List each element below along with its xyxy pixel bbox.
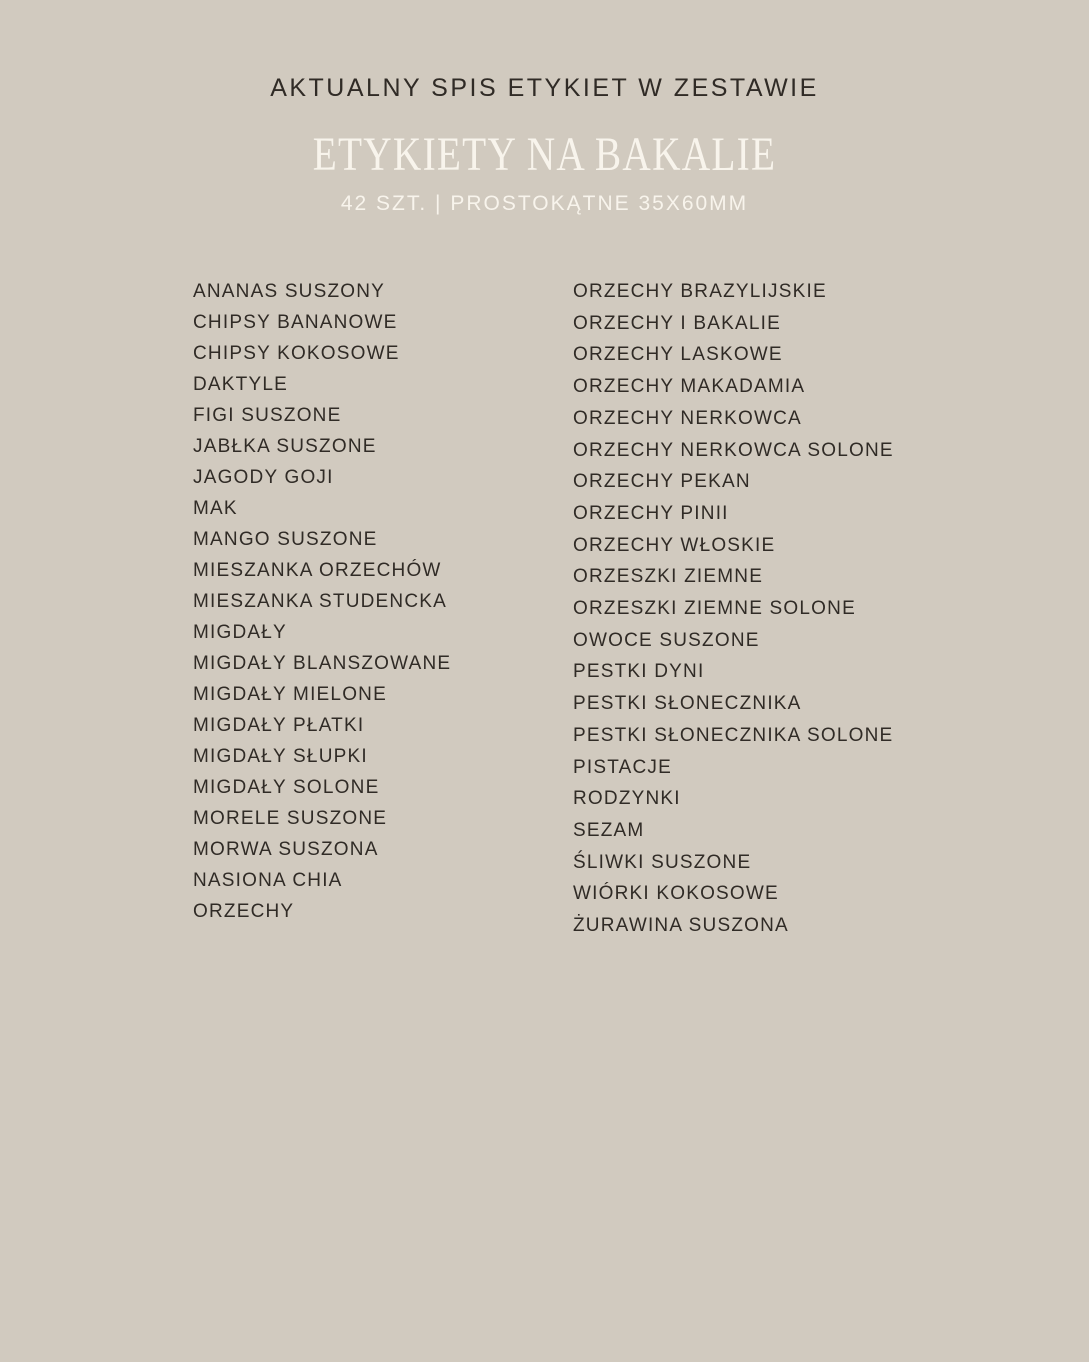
label-list-item: ORZECHY PINII [573,502,729,524]
label-list-item: MORWA SUSZONA [193,839,379,860]
label-list-item: CHIPSY KOKOSOWE [193,343,400,364]
page-title: ETYKIETY NA BAKALIE [312,128,777,181]
label-list-item: OWOCE SUSZONE [573,629,760,651]
label-list-item: ORZECHY MAKADAMIA [573,376,806,398]
label-list-item: ORZECHY NERKOWCA [573,407,802,429]
label-list-item: MIESZANKA ORZECHÓW [193,560,442,581]
label-list-item: PESTKI SŁONECZNIKA [573,693,802,715]
label-column-right [573,276,894,942]
eyebrow-heading: AKTUALNY SPIS ETYKIET W ZESTAWIE [270,74,819,102]
label-list-item: PESTKI SŁONECZNIKA SOLONE [573,724,894,746]
label-list-item: ORZECHY [193,901,295,922]
label-list-item: ORZESZKI ZIEMNE SOLONE [573,598,856,620]
label-list-item: FIGI SUSZONE [193,405,342,426]
label-list [0,276,1089,942]
label-list-item: ORZECHY BRAZYLIJSKIE [573,281,827,302]
label-list-item: MIESZANKA STUDENCKA [193,591,448,612]
label-list-item: PISTACJE [573,756,672,778]
label-list-item: MANGO SUSZONE [193,529,378,550]
label-list-item: MIGDAŁY SŁUPKI [193,746,368,767]
label-list-item: MIGDAŁY BLANSZOWANE [193,653,452,674]
label-list-item: MIGDAŁY PŁATKI [193,715,365,736]
label-list-item: MIGDAŁY SOLONE [193,777,380,798]
label-list-item: ŻURAWINA SUSZONA [573,915,789,937]
label-list-item: ORZECHY LASKOWE [573,344,783,366]
label-list-item: DAKTYLE [193,374,288,395]
label-list-item: ORZESZKI ZIEMNE [573,566,764,588]
label-list-item: MIGDAŁY [193,622,287,643]
label-list-item: ANANAS SUSZONY [193,281,386,302]
label-list-item: ORZECHY PEKAN [573,471,751,493]
label-list-item: PESTKI DYNI [573,661,705,683]
label-list-item: SEZAM [573,819,645,841]
label-list-item: MAK [193,498,238,519]
label-list-item: ORZECHY WŁOSKIE [573,534,776,556]
label-list-item: NASIONA CHIA [193,870,343,891]
label-list-item: ORZECHY NERKOWCA SOLONE [573,439,894,461]
label-list-item: JABŁKA SUSZONE [193,436,377,457]
label-list-item: RODZYNKI [573,788,681,810]
label-list-item: ORZECHY I BAKALIE [573,312,781,334]
label-column-left [193,276,573,927]
label-list-item: JAGODY GOJI [193,467,334,488]
label-list-item: CHIPSY BANANOWE [193,312,398,333]
label-list-item: MORELE SUSZONE [193,808,388,829]
label-list-item: ŚLIWKI SUSZONE [573,851,752,873]
page-subtitle: 42 SZT. | PROSTOKĄTNE 35X60MM [340,192,749,215]
label-list-item: MIGDAŁY MIELONE [193,684,387,705]
label-list-item: WIÓRKI KOKOSOWE [573,883,779,905]
